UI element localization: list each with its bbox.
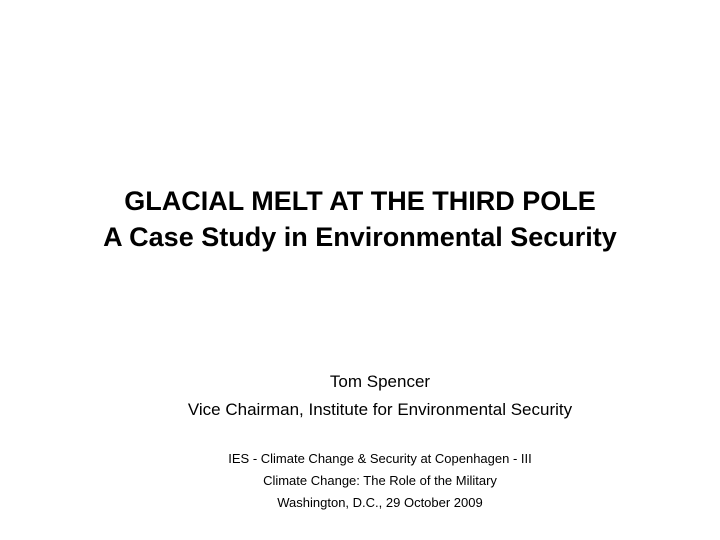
author-role: Vice Chairman, Institute for Environmental Security <box>187 400 573 419</box>
event-details <box>80 448 680 514</box>
event-line-conference: IES - Climate Change & Security at Copenhagen - III <box>228 451 532 466</box>
slide-title <box>0 183 720 255</box>
event-line-topic: Climate Change: The Role of the Military <box>263 473 497 488</box>
event-line-location-date: Washington, D.C., 29 October 2009 <box>277 495 483 510</box>
author-name: Tom Spencer <box>329 372 431 391</box>
slide-subtitle <box>80 366 680 514</box>
title-line-2: A Case Study in Environmental Security <box>103 222 617 252</box>
title-line-1: GLACIAL MELT AT THE THIRD POLE <box>124 186 596 216</box>
